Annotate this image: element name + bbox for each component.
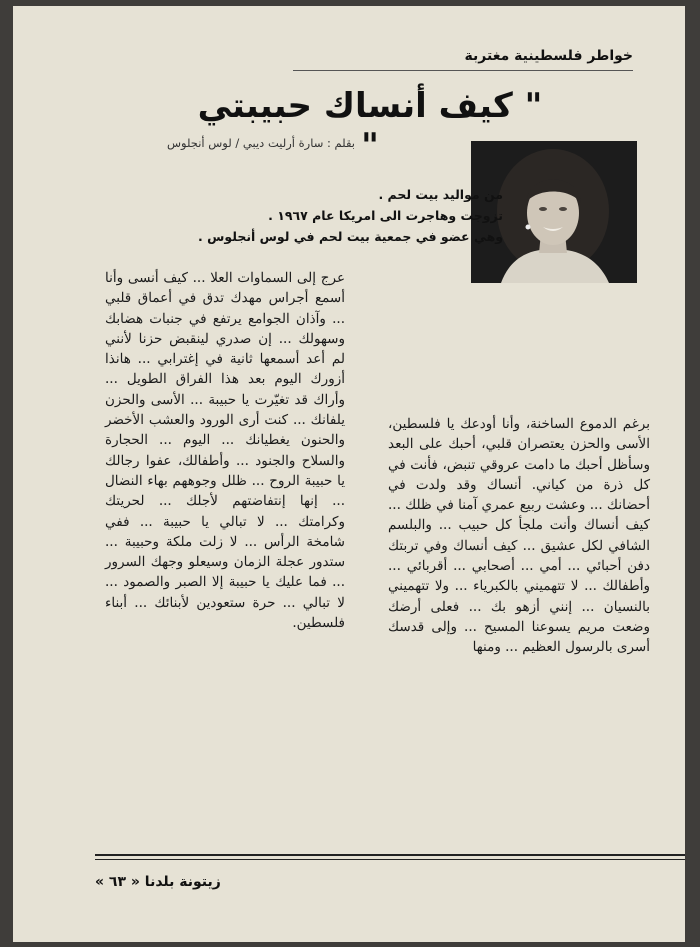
bio-line: تزوجت وهاجرت الى امريكا عام ١٩٦٧ . bbox=[268, 208, 503, 223]
magazine-page bbox=[13, 6, 685, 942]
footer-divider bbox=[95, 854, 685, 864]
left-column-text bbox=[105, 268, 345, 633]
article-byline: بقلم : سارة أرليت ديبي / لوس أنجلوس bbox=[166, 136, 355, 150]
page-footer: زيتونة بلدنا « ٦٣ » bbox=[95, 874, 221, 890]
article-title: " كيف أنساك حبيبتي " bbox=[197, 86, 543, 166]
section-label-text: خواطر فلسطينية مغتربة bbox=[464, 48, 633, 64]
section-label bbox=[303, 48, 633, 64]
right-column-paragraph: برغم الدموع الساخنة، وأنا أودعك يا فلسطين، الأسى والحزن يعتصران قلبي، أحبك على البعد وسأظل أحبك ما دامت عروقي تنبض، فأنت في كل ذرة من كياني. أنساك وقد ولدت في أحضانك ... وعشت ربيع عمري آمنا في ظلك ... كيف أنساك وأنت ملجأ كل حبيب ... والبلسم الشافي لكل عشيق ... كيف أنساك وفي تربتك دفن أحبائي ... أمي ... أصحابي ... أقربائي ... وأطفالك ... لا تتهميني بالكبرياء ... ولا تتهميني بالنسيان ... إنني أزهو بك ... فعلى أرضك وضعت مريم يسوعنا المسيح ... وإلى قدسك أسرى بالرسول العظيم ... ومنها bbox=[388, 416, 650, 656]
section-label-rule bbox=[293, 70, 633, 71]
left-column-paragraph: عرج إلى السماوات العلا ... كيف أنسى وأنا أسمع أجراس مهدك تدق في أعماق قلبي ... وآذان الجوامع يرتفع في جنبات هضابك وسهولك ... إن صدري لينقبض حزنا لأنني لم أعد أسمعها ثانية في إغترابي ... هانذا أزورك اليوم بعد هذا الفراق الطويل ... وأراك قد تغيّرت يا حبيبة ... الأسى والحزن يلفانك ... كنت أرى الورود والعشب الأخضر والحنون يغطيانك ... اليوم ... الحجارة والسلاح والجنود ... وأطفالك، عفوا رجالك يا حبيبة الروح ... ظلل وجوههم بهاء النضال ... إنها إنتفاضتهم لأجلك ... لحريتك وكرامتك ... لا تبالي يا حبيبة ... ففي شامخة الرأس ... لا زلت ملكة وحبيبة ... ستدور عجلة الزمان وسيعلو وجهك السرور ... فما عليك يا حبيبة إلا الصبر والصمود ... لا تبالي ... حرة ستعودين لأبنائك ... أبناء فلسطين. bbox=[105, 270, 345, 632]
bio-line: من مواليد بيت لحم . bbox=[378, 187, 503, 202]
bio-line: وهي عضو في جمعية بيت لحم في لوس أنجلوس . bbox=[198, 229, 503, 244]
right-column-text bbox=[388, 414, 650, 658]
author-bio bbox=[183, 184, 503, 247]
